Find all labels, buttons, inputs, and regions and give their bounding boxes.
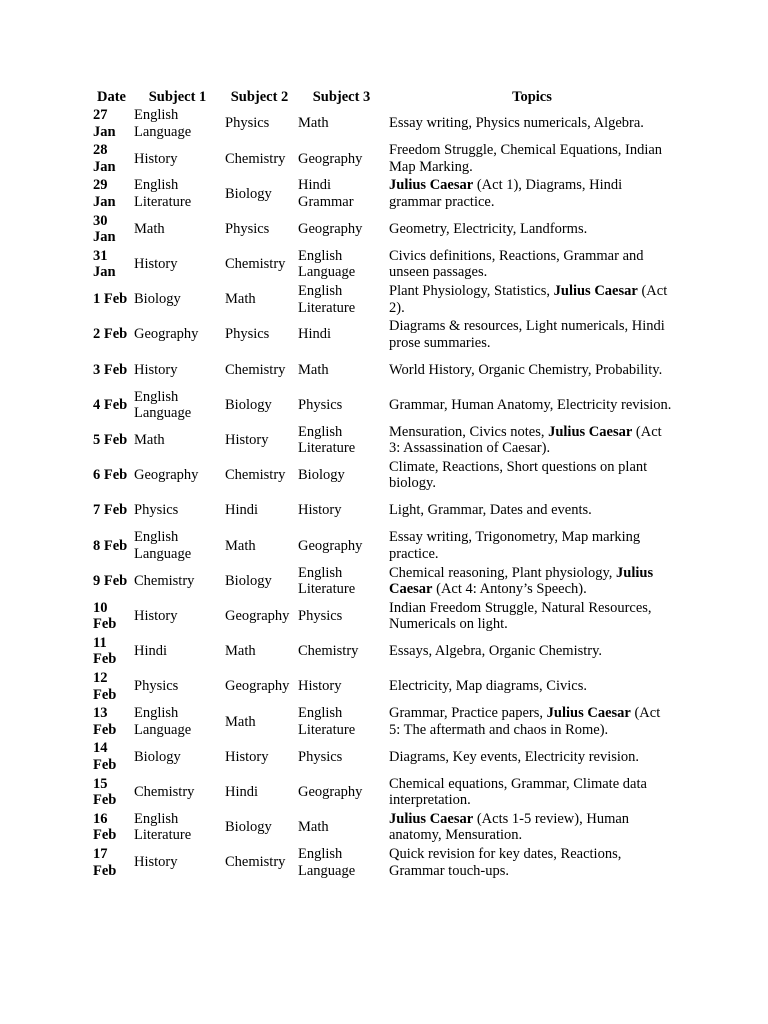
topic-book-title: Julius Caesar [546, 705, 631, 722]
cell-subject-1: History [134, 150, 178, 167]
cell-topics [387, 634, 677, 669]
study-schedule-table [91, 88, 677, 880]
cell-topics [387, 810, 677, 845]
cell-subject-2: Biology [225, 185, 272, 202]
cell-date: 6 Feb [93, 467, 128, 484]
topic-text: Freedom Struggle, Chemical Equations, Indian Map Marking. [389, 142, 663, 175]
cell-topics [387, 212, 677, 247]
topic-book-title: Julius Caesar [548, 423, 633, 440]
table-row [91, 141, 677, 176]
topic-text: Electricity, Map diagrams, Civics. [389, 678, 587, 695]
cell-topics [387, 176, 677, 211]
cell-subject-2: Physics [225, 220, 270, 237]
topic-text: World History, Organic Chemistry, Probability. [389, 361, 663, 378]
cell-date: 11 Feb [93, 634, 117, 668]
cell-topics [387, 739, 677, 774]
cell-subject-3: English Language [298, 846, 356, 879]
cell-topics [387, 493, 677, 528]
cell-subject-2: Chemistry [225, 256, 286, 273]
cell-subject-1: Physics [134, 502, 179, 519]
cell-date: 13 Feb [93, 705, 117, 738]
table-row [91, 528, 677, 563]
cell-subject-1: History [134, 256, 178, 273]
table-row [91, 599, 677, 634]
cell-subject-2: Math [225, 713, 256, 730]
topic-text: Grammar, Practice papers, [389, 705, 547, 722]
topic-text: (Act 1), Diagrams, Hindi grammar practice. [389, 177, 623, 210]
cell-subject-1: Biology [134, 748, 181, 765]
cell-subject-3: Geography [298, 537, 363, 554]
table-row [91, 845, 677, 880]
cell-subject-2: Geography [225, 678, 290, 695]
table-row [91, 212, 677, 247]
cell-topics [387, 563, 677, 598]
cell-subject-3: English Language [298, 247, 356, 281]
cell-topics [387, 458, 677, 493]
topic-text: (Act 2). [389, 283, 668, 316]
cell-subject-3: English Literature [298, 423, 356, 457]
cell-subject-2: History [225, 432, 269, 449]
cell-subject-2: Biology [225, 819, 272, 836]
table-row [91, 493, 677, 528]
cell-date: 30 Jan [93, 212, 116, 246]
cell-subject-1: Hindi [134, 643, 168, 660]
cell-subject-3: Math [298, 819, 329, 836]
table-row [91, 282, 677, 317]
cell-subject-2: Math [225, 537, 256, 554]
cell-date: 28 Jan [93, 142, 116, 175]
cell-date: 27 Jan [93, 107, 116, 140]
cell-subject-1: English Language [134, 388, 192, 422]
cell-subject-3: Physics [298, 607, 343, 624]
topic-text: Essays, Algebra, Organic Chemistry. [389, 643, 603, 660]
cell-subject-3: English Literature [298, 283, 356, 316]
topic-text: (Act 4: Antony’s Speech). [432, 581, 587, 598]
table-body [91, 106, 677, 880]
table-row [91, 563, 677, 598]
topic-text: (Acts 1-5 review), Human anatomy, Mensuration. [389, 810, 630, 844]
table-row [91, 423, 677, 458]
cell-topics [387, 599, 677, 634]
cell-subject-1: Physics [134, 678, 179, 695]
header-row [91, 88, 677, 106]
table-row [91, 669, 677, 704]
cell-topics [387, 528, 677, 563]
cell-date: 2 Feb [93, 326, 128, 343]
cell-topics [387, 352, 677, 387]
cell-date: 31 Jan [93, 247, 116, 281]
cell-date: 14 Feb [93, 740, 117, 773]
cell-topics [387, 141, 677, 176]
cell-subject-3: Math [298, 361, 329, 378]
topic-book-title: Julius Caesar [389, 177, 474, 194]
topic-text: (Act 3: Assassination of Caesar). [389, 423, 662, 457]
cell-date: 8 Feb [93, 537, 128, 554]
table-row [91, 106, 677, 141]
cell-subject-1: Geography [134, 467, 199, 484]
cell-subject-2: Biology [225, 572, 272, 589]
cell-topics [387, 704, 677, 739]
table-row [91, 634, 677, 669]
topic-text: Essay writing, Physics numericals, Algebra. [389, 115, 644, 132]
table-row [91, 739, 677, 774]
topic-text: Quick revision for key dates, Reactions, Grammar touch-ups. [389, 846, 622, 879]
header-subject-2: Subject 2 [230, 88, 289, 105]
cell-subject-3: English Literature [298, 564, 356, 598]
cell-topics [387, 317, 677, 352]
cell-subject-3: Math [298, 115, 329, 132]
cell-subject-1: Geography [134, 326, 199, 343]
topic-text: Essay writing, Trigonometry, Map marking practice. [389, 529, 641, 562]
cell-subject-1: English Language [134, 107, 192, 140]
table-row [91, 317, 677, 352]
cell-subject-1: Biology [134, 291, 181, 308]
cell-subject-3: Physics [298, 748, 343, 765]
topic-text: Diagrams, Key events, Electricity revision. [389, 748, 640, 765]
topic-book-title: Julius Caesar [553, 283, 638, 300]
cell-topics [387, 845, 677, 880]
cell-date: 16 Feb [93, 810, 117, 844]
topic-text: Mensuration, Civics notes, [389, 423, 549, 440]
table-row [91, 810, 677, 845]
cell-date: 12 Feb [93, 670, 117, 703]
cell-subject-1: English Language [134, 705, 192, 738]
cell-subject-2: Hindi [225, 502, 259, 519]
cell-topics [387, 388, 677, 423]
cell-subject-3: Geography [298, 150, 363, 167]
table-row [91, 388, 677, 423]
table-row [91, 458, 677, 493]
cell-subject-1: English Literature [134, 810, 192, 844]
cell-date: 9 Feb [93, 572, 128, 589]
cell-subject-1: History [134, 854, 178, 871]
topic-text: Geometry, Electricity, Landforms. [389, 220, 588, 237]
cell-topics [387, 669, 677, 704]
topic-text: Grammar, Human Anatomy, Electricity revision. [389, 396, 672, 413]
topic-text: Climate, Reactions, Short questions on plant biology. [389, 458, 648, 492]
cell-date: 7 Feb [93, 502, 128, 519]
cell-topics [387, 423, 677, 458]
cell-subject-1: History [134, 607, 178, 624]
topic-text: (Act 5: The aftermath and chaos in Rome). [389, 705, 661, 738]
topic-text: Chemical reasoning, Plant physiology, [389, 564, 617, 581]
cell-subject-2: Chemistry [225, 361, 286, 378]
cell-date: 15 Feb [93, 775, 117, 809]
cell-subject-3: Geography [298, 783, 363, 800]
cell-topics [387, 282, 677, 317]
cell-subject-1: Math [134, 220, 165, 237]
topic-text: Indian Freedom Struggle, Natural Resources, Numericals on light. [389, 599, 652, 633]
cell-date: 5 Feb [93, 432, 128, 449]
cell-subject-2: Chemistry [225, 150, 286, 167]
cell-topics [387, 775, 677, 810]
table-header [91, 88, 677, 106]
cell-subject-3: Hindi [298, 326, 332, 343]
header-date: Date [97, 88, 126, 105]
cell-subject-3: Biology [298, 467, 345, 484]
cell-subject-1: Chemistry [134, 572, 195, 589]
topic-text: Diagrams & resources, Light numericals, Hindi prose summaries. [389, 318, 665, 351]
cell-subject-3: Chemistry [298, 643, 359, 660]
table-row [91, 775, 677, 810]
header-subject-1: Subject 1 [148, 88, 207, 105]
cell-date: 1 Feb [93, 291, 128, 308]
cell-subject-2: Geography [225, 607, 290, 624]
cell-date: 3 Feb [93, 361, 128, 378]
cell-subject-2: Math [225, 643, 256, 660]
cell-subject-1: English Literature [134, 177, 192, 210]
header-subject-3: Subject 3 [312, 88, 371, 105]
topic-text: Light, Grammar, Dates and events. [389, 502, 592, 519]
cell-subject-1: Math [134, 432, 165, 449]
cell-subject-2: History [225, 748, 269, 765]
cell-date: 17 Feb [93, 846, 117, 879]
table-row [91, 247, 677, 282]
topic-text: Civics definitions, Reactions, Grammar and unseen passages. [389, 247, 644, 281]
topic-book-title: Julius Caesar [389, 810, 474, 827]
table-row [91, 704, 677, 739]
topic-text: Plant Physiology, Statistics, [389, 283, 554, 300]
cell-subject-2: Physics [225, 115, 270, 132]
topic-book-title: Julius Caesar [389, 564, 654, 598]
cell-topics [387, 106, 677, 141]
cell-subject-3: History [298, 502, 342, 519]
cell-subject-1: English Language [134, 529, 192, 562]
table-row [91, 176, 677, 211]
cell-subject-3: Hindi Grammar [298, 177, 354, 210]
topic-text: Chemical equations, Grammar, Climate data interpretation. [389, 775, 647, 809]
cell-subject-3: Physics [298, 396, 343, 413]
cell-subject-2: Math [225, 291, 256, 308]
cell-date: 10 Feb [93, 599, 117, 633]
cell-date: 29 Jan [93, 177, 116, 210]
cell-subject-2: Physics [225, 326, 270, 343]
cell-subject-3: English Literature [298, 705, 356, 738]
cell-topics [387, 247, 677, 282]
cell-subject-2: Chemistry [225, 854, 286, 871]
cell-subject-2: Chemistry [225, 467, 286, 484]
cell-subject-2: Biology [225, 396, 272, 413]
table-row [91, 352, 677, 387]
cell-subject-1: History [134, 361, 178, 378]
cell-subject-1: Chemistry [134, 783, 195, 800]
cell-subject-2: Hindi [225, 783, 259, 800]
cell-subject-3: History [298, 678, 342, 695]
cell-date: 4 Feb [93, 396, 128, 413]
header-topics: Topics [512, 88, 552, 105]
cell-subject-3: Geography [298, 220, 363, 237]
